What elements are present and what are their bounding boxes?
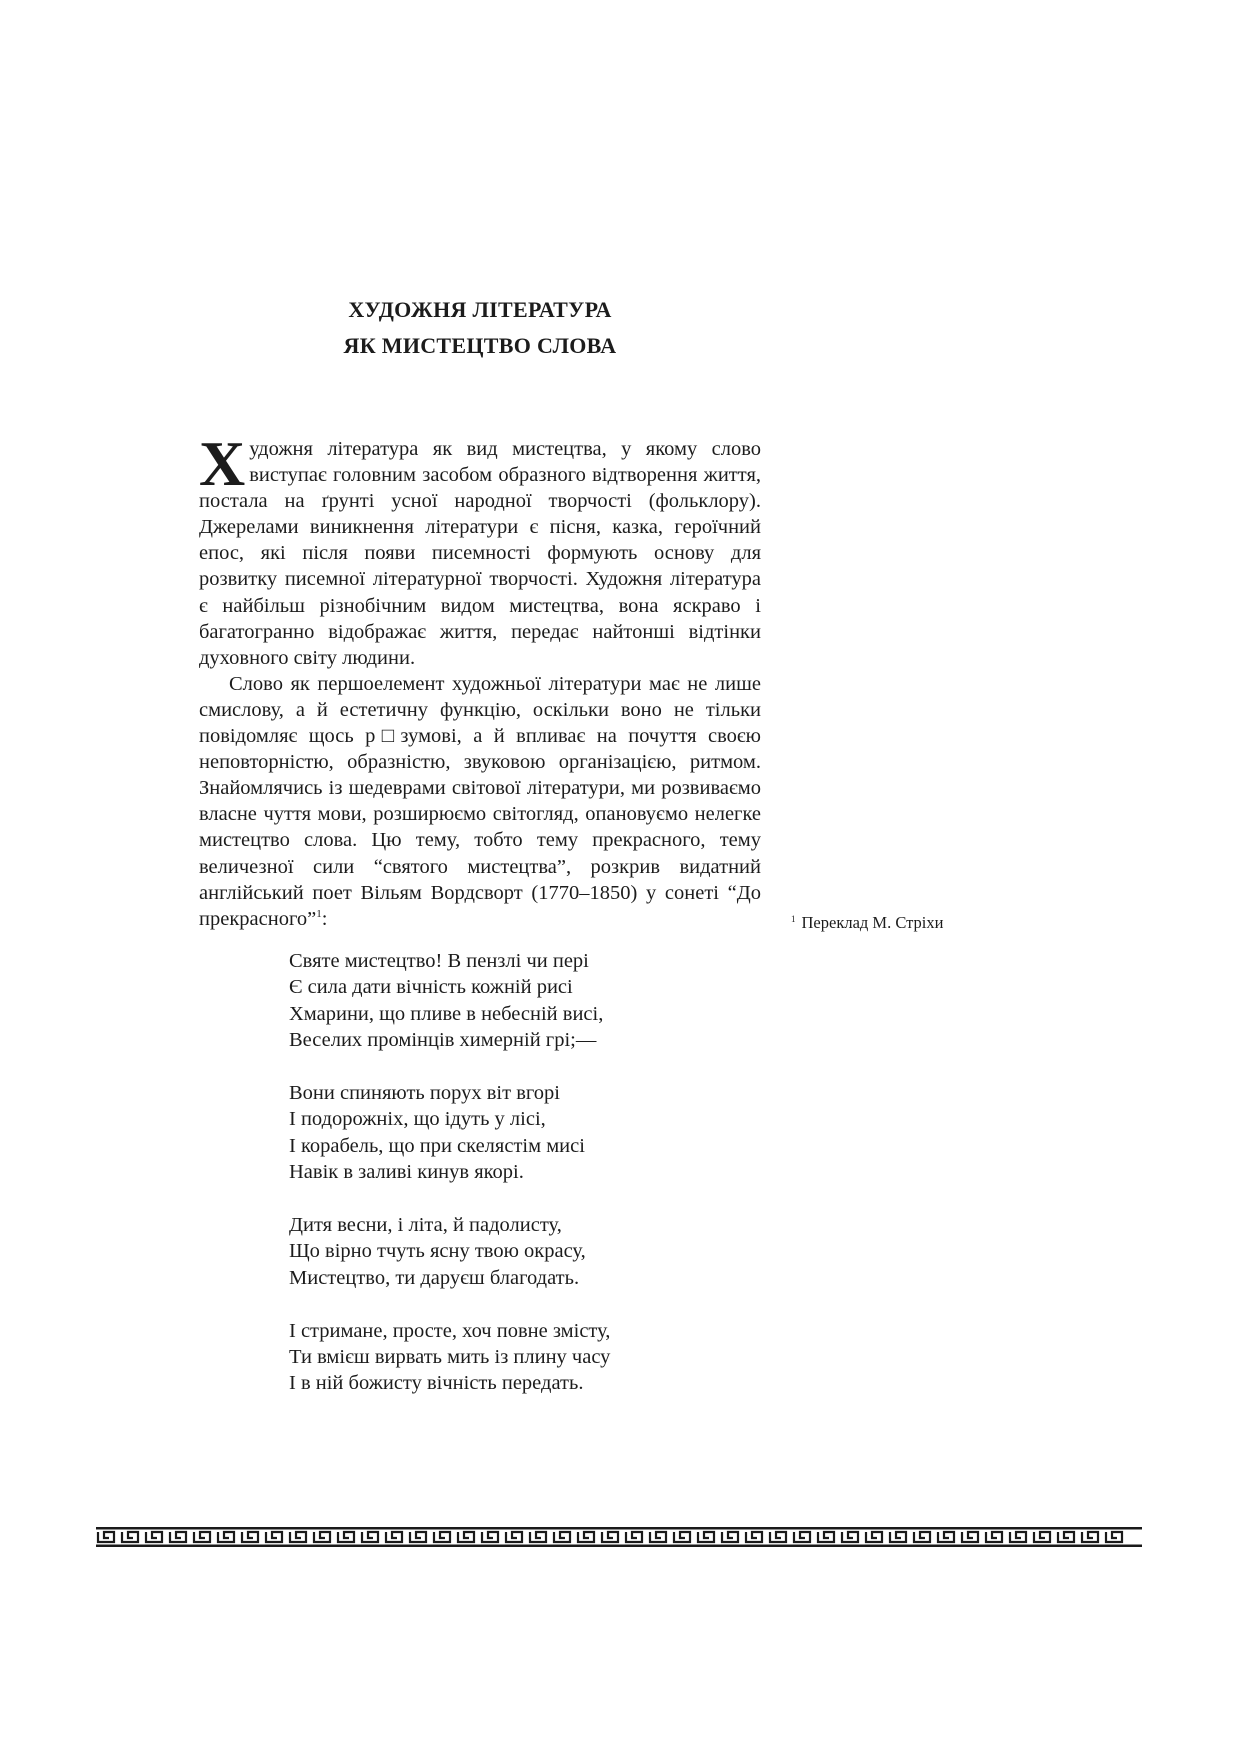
- ornament-motif: [554, 1532, 570, 1542]
- footnote-mark: 1: [791, 913, 796, 924]
- footnote: [791, 913, 943, 933]
- ornament-motif: [266, 1532, 282, 1542]
- ornament-motif: [650, 1532, 666, 1542]
- ornament-motif: [218, 1532, 234, 1542]
- ornament-motif: [98, 1532, 114, 1542]
- ornament-motif: [746, 1532, 762, 1542]
- ornament-motif: [842, 1532, 858, 1542]
- verse-line: Дитя весни, і літа, й падолисту,: [289, 1214, 562, 1237]
- ornament-motif: [434, 1532, 450, 1542]
- page-title: [200, 292, 760, 364]
- ornament-motif: [194, 1532, 210, 1542]
- ornament-motif: [1010, 1532, 1026, 1542]
- ornament-motif: [506, 1532, 522, 1542]
- ornament-top-rule: [96, 1527, 1142, 1530]
- ornament-motif: [314, 1532, 330, 1542]
- stanza: [289, 1080, 610, 1186]
- ornament-motif: [890, 1532, 906, 1542]
- decorative-border-ornament: [96, 1527, 1142, 1547]
- ornament-motif: [770, 1532, 786, 1542]
- verse-line: І корабель, що при скелястім мисі: [289, 1134, 585, 1157]
- title-line-2: ЯК МИСТЕЦТВО СЛОВА: [343, 333, 617, 358]
- ornament-motif: [962, 1532, 978, 1542]
- ornament-motif: [410, 1532, 426, 1542]
- ornament-motif: [362, 1532, 378, 1542]
- stanza: [289, 948, 610, 1054]
- title-line-1: ХУДОЖНЯ ЛІТЕРАТУРА: [348, 297, 612, 322]
- main-text: [199, 428, 761, 932]
- paragraph-word-text: Слово як першоелемент художньої літератури має не лише смислову, а й естетичну функцію, оскільки воно не тільки повідомляє щось р□зумові, а й впливає на почуття своєю неповторністю, образністю, звуковою організацією, ритмом. Знайомлячись із шедеврами світової літератури, ми розвиваємо власне чуття мови, розширюємо світогляд, опановуємо нелегке мистецтво слова. Цю тему, тобто тему прекрасного, тему величезної сили “святого мистецтва”, розкрив видатний англійський поет Вільям Вордсворт (1770–1850) у сонеті “До прекрасного”: [199, 672, 761, 930]
- ornament-motif: [914, 1532, 930, 1542]
- ornament-motif: [866, 1532, 882, 1542]
- drop-cap-letter: Х: [199, 428, 246, 499]
- paragraph-word: [199, 671, 761, 932]
- ornament-bottom-rule: [96, 1545, 1142, 1548]
- verse-line: Ти вмієш вирвать мить із плину часу: [289, 1346, 611, 1369]
- ornament-motif: [146, 1532, 162, 1542]
- ornament-motif: [1058, 1532, 1074, 1542]
- stanza: [289, 1318, 610, 1397]
- ornament-motif: [242, 1532, 258, 1542]
- ornament-motif: [482, 1532, 498, 1542]
- verse-line: Навік в заливі кинув якорі.: [289, 1161, 524, 1184]
- verse-line: Хмарини, що пливе в небесній висі,: [289, 1002, 604, 1025]
- verse-line: Вони спиняють порух віт вгорі: [289, 1082, 560, 1105]
- ornament-motif: [986, 1532, 1002, 1542]
- verse-line: І в ній божисту вічність передать.: [289, 1372, 584, 1395]
- ornament-motif: [794, 1532, 810, 1542]
- ornament-motif: [170, 1532, 186, 1542]
- paragraph-intro-text: удожня література як вид мистецтва, у якому слово виступає головним засобом образного відтворення життя, постала на ґрунті усної народної творчості (фольклору). Джерелами виникнення літератури є пісня, казка, героїчний епос, які після появи писемності формують основу для розвитку писемної літературної творчості. Художня література є найбільш різнобічним видом мистецтва, вона яскраво і багатогранно відображає життя, передає найтонші відтінки духовного світу людини.: [199, 438, 761, 669]
- verse-line: І стримане, просте, хоч повне змісту,: [289, 1319, 611, 1342]
- ornament-motif: [386, 1532, 402, 1542]
- footnote-reference[interactable]: 1: [316, 907, 322, 920]
- ornament-motif: [1082, 1532, 1098, 1542]
- ornament-motif: [290, 1532, 306, 1542]
- ornament-motif: [122, 1532, 138, 1542]
- verse-line: І подорожніх, що ідуть у лісі,: [289, 1108, 546, 1131]
- ornament-motif: [818, 1532, 834, 1542]
- verse-line: Що вірно тчуть ясну твою окрасу,: [289, 1240, 586, 1263]
- ornament-motif: [1106, 1532, 1122, 1542]
- ornament-motif: [626, 1532, 642, 1542]
- footnote-text: Переклад М. Стріхи: [801, 913, 944, 932]
- paragraph-word-trailing: :: [321, 907, 328, 930]
- verse-line: Веселих промінців химерній грі;—: [289, 1029, 597, 1052]
- verse-line: Є сила дати вічність кожній рисі: [289, 976, 573, 999]
- ornament-motif: [722, 1532, 738, 1542]
- ornament-motif: [338, 1532, 354, 1542]
- verse-line: Святе мистецтво! В пензлі чи пері: [289, 950, 589, 972]
- stanza: [289, 1212, 610, 1291]
- verse-line: Мистецтво, ти даруєш благодать.: [289, 1266, 580, 1289]
- ornament-motif: [530, 1532, 546, 1542]
- ornament-motif: [458, 1532, 474, 1542]
- ornament-motif: [578, 1532, 594, 1542]
- sonnet: [289, 948, 610, 1423]
- ornament-motif: [938, 1532, 954, 1542]
- ornament-motif: [1034, 1532, 1050, 1542]
- ornament-motif: [698, 1532, 714, 1542]
- paragraph-intro: [199, 428, 761, 671]
- ornament-motif: [602, 1532, 618, 1542]
- ornament-motif: [674, 1532, 690, 1542]
